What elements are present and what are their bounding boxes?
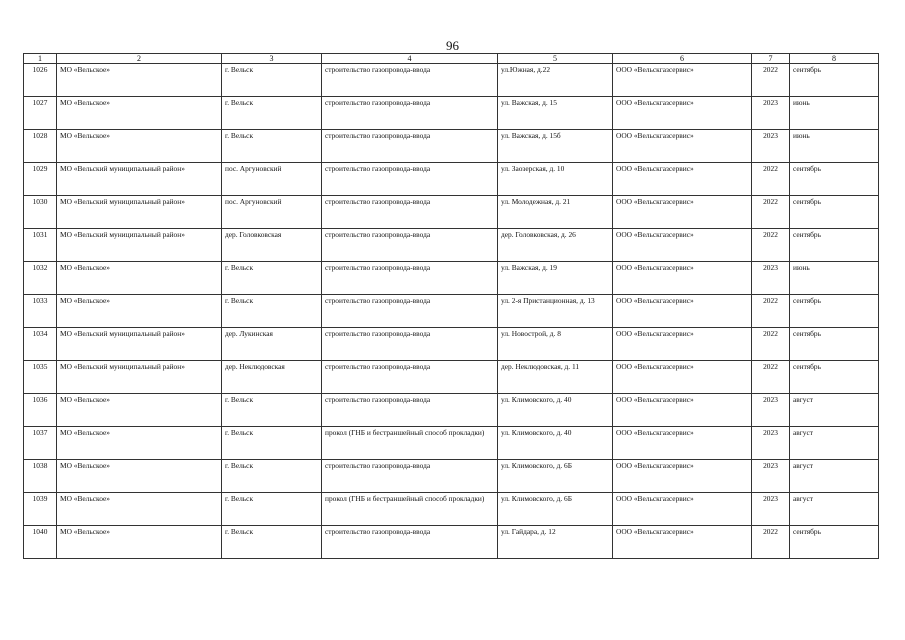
work-type-cell: прокол (ГНБ и бестраншейный способ прокладки) — [322, 427, 498, 460]
year-cell: 2022 — [752, 196, 790, 229]
contractor-cell: ООО «Вельскгазсервис» — [613, 328, 752, 361]
row-number-cell: 1030 — [24, 196, 57, 229]
work-type-cell: строительство газопровода-ввода — [322, 229, 498, 262]
table-row — [24, 97, 879, 130]
row-number-cell: 1037 — [24, 427, 57, 460]
month-cell: август — [790, 493, 879, 526]
year-cell: 2023 — [752, 493, 790, 526]
work-type-cell: прокол (ГНБ и бестраншейный способ прокладки) — [322, 493, 498, 526]
table-row — [24, 163, 879, 196]
municipality-cell: МО «Вельское» — [57, 130, 222, 163]
municipality-cell: МО «Вельское» — [57, 394, 222, 427]
municipality-cell: МО «Вельский муниципальный район» — [57, 229, 222, 262]
municipality-cell: МО «Вельское» — [57, 526, 222, 559]
row-number-cell: 1032 — [24, 262, 57, 295]
address-cell: ул. 2-я Пристанционная, д. 13 — [498, 295, 613, 328]
settlement-cell: г. Вельск — [222, 295, 322, 328]
contractor-cell: ООО «Вельскгазсервис» — [613, 427, 752, 460]
year-cell: 2023 — [752, 97, 790, 130]
row-number-cell: 1027 — [24, 97, 57, 130]
work-type-cell: строительство газопровода-ввода — [322, 328, 498, 361]
municipality-cell: МО «Вельский муниципальный район» — [57, 361, 222, 394]
address-cell: ул. Климовского, д. 6Б — [498, 493, 613, 526]
year-cell: 2022 — [752, 526, 790, 559]
work-type-cell: строительство газопровода-ввода — [322, 295, 498, 328]
municipality-cell: МО «Вельское» — [57, 460, 222, 493]
year-cell: 2022 — [752, 328, 790, 361]
row-number-cell: 1031 — [24, 229, 57, 262]
table-row — [24, 130, 879, 163]
municipality-cell: МО «Вельское» — [57, 64, 222, 97]
table-row — [24, 196, 879, 229]
contractor-cell: ООО «Вельскгазсервис» — [613, 493, 752, 526]
contractor-cell: ООО «Вельскгазсервис» — [613, 526, 752, 559]
month-cell: август — [790, 394, 879, 427]
contractor-cell: ООО «Вельскгазсервис» — [613, 460, 752, 493]
table-row — [24, 427, 879, 460]
table-row — [24, 328, 879, 361]
table-row — [24, 493, 879, 526]
settlement-cell: дер. Головковская — [222, 229, 322, 262]
row-number-cell: 1039 — [24, 493, 57, 526]
contractor-cell: ООО «Вельскгазсервис» — [613, 262, 752, 295]
row-number-cell: 1028 — [24, 130, 57, 163]
month-cell: сентябрь — [790, 163, 879, 196]
address-cell: ул. Гайдара, д. 12 — [498, 526, 613, 559]
year-cell: 2022 — [752, 64, 790, 97]
month-cell: август — [790, 460, 879, 493]
work-type-cell: строительство газопровода-ввода — [322, 460, 498, 493]
month-cell: сентябрь — [790, 196, 879, 229]
address-cell: ул. Климовского, д. 40 — [498, 427, 613, 460]
month-cell: июнь — [790, 262, 879, 295]
work-type-cell: строительство газопровода-ввода — [322, 196, 498, 229]
municipality-cell: МО «Вельский муниципальный район» — [57, 196, 222, 229]
address-cell: ул. Важская, д. 19 — [498, 262, 613, 295]
month-cell: сентябрь — [790, 526, 879, 559]
month-cell: сентябрь — [790, 229, 879, 262]
settlement-cell: пос. Аргуновский — [222, 196, 322, 229]
work-type-cell: строительство газопровода-ввода — [322, 130, 498, 163]
table-row — [24, 526, 879, 559]
work-type-cell: строительство газопровода-ввода — [322, 394, 498, 427]
registry-table — [23, 53, 879, 559]
municipality-cell: МО «Вельский муниципальный район» — [57, 163, 222, 196]
settlement-cell: г. Вельск — [222, 526, 322, 559]
work-type-cell: строительство газопровода-ввода — [322, 262, 498, 295]
row-number-cell: 1034 — [24, 328, 57, 361]
address-cell: ул. Климовского, д. 6Б — [498, 460, 613, 493]
column-header: 8 — [790, 54, 879, 64]
contractor-cell: ООО «Вельскгазсервис» — [613, 361, 752, 394]
address-cell: дер. Головковская, д. 26 — [498, 229, 613, 262]
column-header: 6 — [613, 54, 752, 64]
column-header: 4 — [322, 54, 498, 64]
contractor-cell: ООО «Вельскгазсервис» — [613, 64, 752, 97]
column-header: 1 — [24, 54, 57, 64]
table-row — [24, 262, 879, 295]
address-cell: ул. Климовского, д. 40 — [498, 394, 613, 427]
address-cell: ул. Новострой, д. 8 — [498, 328, 613, 361]
row-number-cell: 1040 — [24, 526, 57, 559]
municipality-cell: МО «Вельское» — [57, 97, 222, 130]
year-cell: 2022 — [752, 163, 790, 196]
address-cell: ул. Заозерская, д. 10 — [498, 163, 613, 196]
settlement-cell: дер. Неклюдовская — [222, 361, 322, 394]
contractor-cell: ООО «Вельскгазсервис» — [613, 229, 752, 262]
settlement-cell: дер. Лукинская — [222, 328, 322, 361]
month-cell: август — [790, 427, 879, 460]
year-cell: 2022 — [752, 295, 790, 328]
settlement-cell: г. Вельск — [222, 460, 322, 493]
table-row — [24, 64, 879, 97]
address-cell: ул. Важская, д. 15 — [498, 97, 613, 130]
work-type-cell: строительство газопровода-ввода — [322, 163, 498, 196]
settlement-cell: г. Вельск — [222, 394, 322, 427]
year-cell: 2023 — [752, 460, 790, 493]
settlement-cell: г. Вельск — [222, 130, 322, 163]
month-cell: сентябрь — [790, 328, 879, 361]
settlement-cell: г. Вельск — [222, 97, 322, 130]
row-number-cell: 1026 — [24, 64, 57, 97]
row-number-cell: 1038 — [24, 460, 57, 493]
municipality-cell: МО «Вельское» — [57, 295, 222, 328]
year-cell: 2023 — [752, 427, 790, 460]
column-header: 3 — [222, 54, 322, 64]
contractor-cell: ООО «Вельскгазсервис» — [613, 130, 752, 163]
column-header: 7 — [752, 54, 790, 64]
year-cell: 2022 — [752, 229, 790, 262]
settlement-cell: пос. Аргуновский — [222, 163, 322, 196]
address-cell: дер. Неклюдовская, д. 11 — [498, 361, 613, 394]
settlement-cell: г. Вельск — [222, 64, 322, 97]
contractor-cell: ООО «Вельскгазсервис» — [613, 97, 752, 130]
municipality-cell: МО «Вельское» — [57, 262, 222, 295]
row-number-cell: 1033 — [24, 295, 57, 328]
month-cell: сентябрь — [790, 295, 879, 328]
table-row — [24, 361, 879, 394]
column-header: 5 — [498, 54, 613, 64]
settlement-cell: г. Вельск — [222, 493, 322, 526]
municipality-cell: МО «Вельское» — [57, 427, 222, 460]
year-cell: 2023 — [752, 130, 790, 163]
year-cell: 2022 — [752, 361, 790, 394]
contractor-cell: ООО «Вельскгазсервис» — [613, 295, 752, 328]
work-type-cell: строительство газопровода-ввода — [322, 361, 498, 394]
table-row — [24, 394, 879, 427]
column-header: 2 — [57, 54, 222, 64]
settlement-cell: г. Вельск — [222, 427, 322, 460]
table-body — [24, 64, 879, 559]
row-number-cell: 1029 — [24, 163, 57, 196]
contractor-cell: ООО «Вельскгазсервис» — [613, 394, 752, 427]
month-cell: сентябрь — [790, 361, 879, 394]
work-type-cell: строительство газопровода-ввода — [322, 97, 498, 130]
page-number: 96 — [446, 38, 459, 53]
table-row — [24, 295, 879, 328]
month-cell: сентябрь — [790, 64, 879, 97]
address-cell: ул. Важская, д. 15б — [498, 130, 613, 163]
header-row — [24, 54, 879, 64]
month-cell: июнь — [790, 130, 879, 163]
address-cell: ул. Молодежная, д. 21 — [498, 196, 613, 229]
row-number-cell: 1035 — [24, 361, 57, 394]
table-row — [24, 460, 879, 493]
municipality-cell: МО «Вельское» — [57, 493, 222, 526]
settlement-cell: г. Вельск — [222, 262, 322, 295]
year-cell: 2023 — [752, 394, 790, 427]
year-cell: 2023 — [752, 262, 790, 295]
table-row — [24, 229, 879, 262]
contractor-cell: ООО «Вельскгазсервис» — [613, 196, 752, 229]
address-cell: ул.Южная, д.22 — [498, 64, 613, 97]
work-type-cell: строительство газопровода-ввода — [322, 526, 498, 559]
month-cell: июнь — [790, 97, 879, 130]
municipality-cell: МО «Вельский муниципальный район» — [57, 328, 222, 361]
work-type-cell: строительство газопровода-ввода — [322, 64, 498, 97]
row-number-cell: 1036 — [24, 394, 57, 427]
contractor-cell: ООО «Вельскгазсервис» — [613, 163, 752, 196]
